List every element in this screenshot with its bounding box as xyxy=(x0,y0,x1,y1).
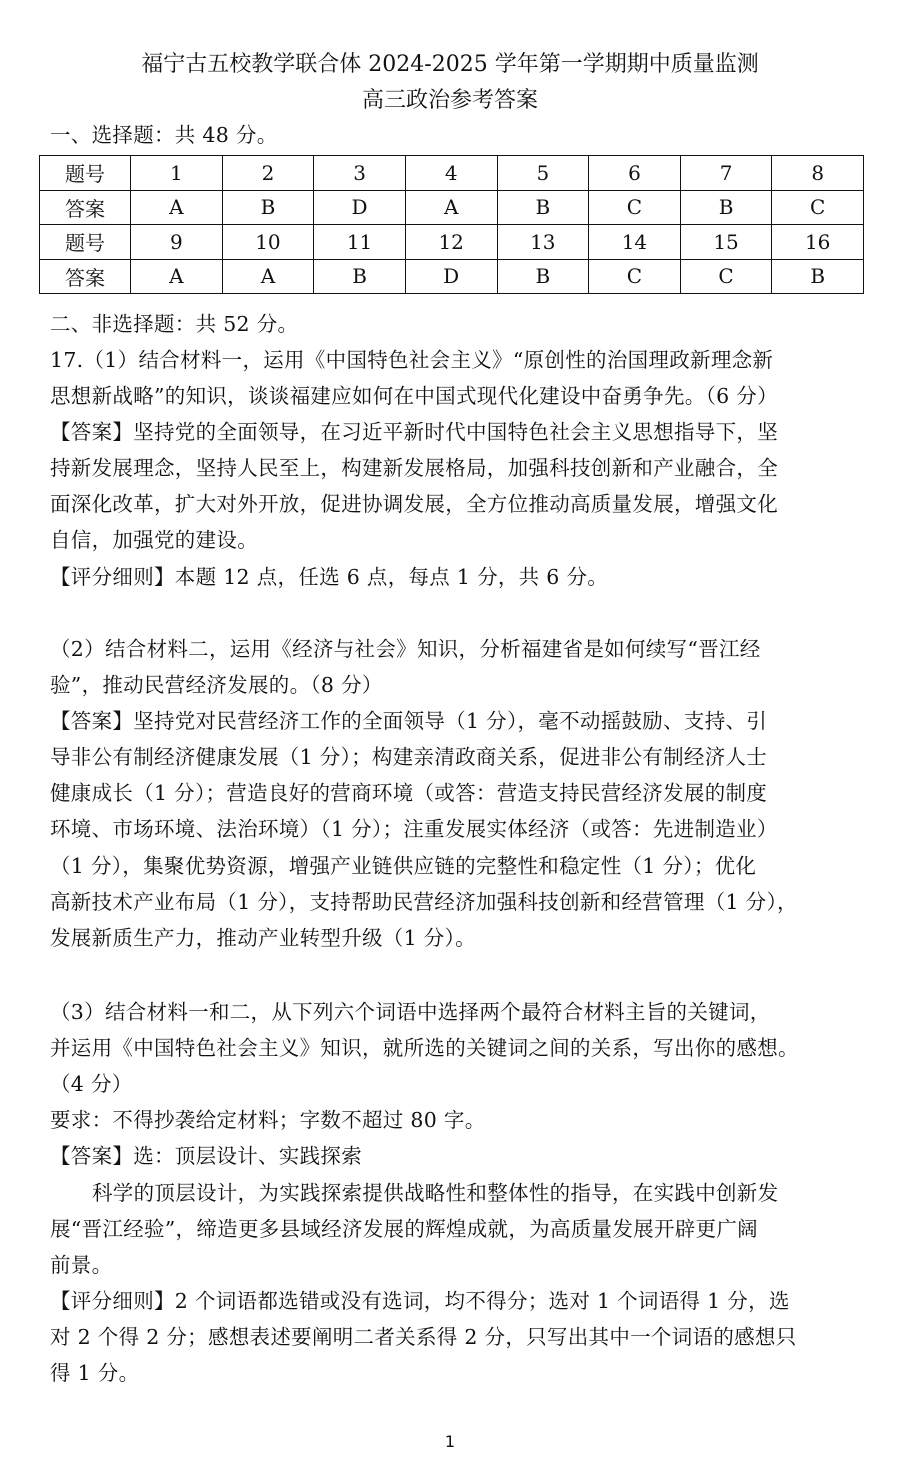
table-row-header-cell: 题号 xyxy=(40,225,131,260)
table-cell: 5 xyxy=(497,156,589,191)
table-cell: 13 xyxy=(497,225,589,260)
table-cell: 10 xyxy=(222,225,314,260)
q17-1-scoring: 【评分细则】本题 12 点，任选 6 点，每点 1 分，共 6 分。 xyxy=(50,565,609,589)
q17-1-line: 思想新战略”的知识，谈谈福建应如何在中国式现代化建设中奋勇争先。（6 分） xyxy=(50,384,778,408)
table-row-header-cell: 答案 xyxy=(40,190,131,225)
table-cell: 1 xyxy=(131,156,223,191)
table-cell: D xyxy=(405,259,497,294)
page-number: 1 xyxy=(444,1432,456,1451)
table-row-header-cell: 答案 xyxy=(40,259,131,294)
q17-2-line: 高新技术产业布局（1 分），支持帮助民营经济加强科技创新和经营管理（1 分）， xyxy=(50,890,798,914)
table-cell: C xyxy=(589,190,681,225)
section-heading-multiple-choice: 一、选择题：共 48 分。 xyxy=(50,123,278,147)
table-cell: B xyxy=(497,190,589,225)
table-cell: C xyxy=(772,190,864,225)
q17-2-line: （2）结合材料二，运用《经济与社会》知识，分析福建省是如何续写“晋江经 xyxy=(50,637,761,661)
q17-2-line: 环境、市场环境、法治环境）（1 分）；注重发展实体经济（或答：先进制造业） xyxy=(50,817,778,841)
table-cell: 6 xyxy=(589,156,681,191)
q17-2-line: 验”，推动民营经济发展的。（8 分） xyxy=(50,673,383,697)
table-cell: 9 xyxy=(131,225,223,260)
q17-1-line: 自信，加强党的建设。 xyxy=(50,528,258,552)
table-cell: 12 xyxy=(405,225,497,260)
q17-3-line: （3）结合材料一和二，从下列六个词语中选择两个最符合材料主旨的关键词， xyxy=(50,1000,771,1024)
q17-2-line: （1 分），集聚优势资源，增强产业链供应链的完整性和稳定性（1 分）；优化 xyxy=(50,854,757,878)
table-cell: 14 xyxy=(589,225,681,260)
q17-1-line: 【答案】坚持党的全面领导，在习近平新时代中国特色社会主义思想指导下，坚 xyxy=(50,420,778,444)
table-cell: 4 xyxy=(405,156,497,191)
q17-3-scoring-line: 【评分细则】2 个词语都选错或没有选词，均不得分；选对 1 个词语得 1 分，选 xyxy=(50,1289,790,1313)
q17-3-requirement: 要求：不得抄袭给定材料；字数不超过 80 字。 xyxy=(50,1108,486,1132)
table-cell: A xyxy=(131,259,223,294)
section-heading-non-choice: 二、非选择题：共 52 分。 xyxy=(50,312,299,336)
table-cell: B xyxy=(680,190,772,225)
table-row xyxy=(40,190,864,225)
table-cell: C xyxy=(589,259,681,294)
table-cell: 3 xyxy=(314,156,406,191)
q17-1-line: 17.（1）结合材料一，运用《中国特色社会主义》“原创性的治国理政新理念新 xyxy=(50,348,774,372)
table-cell: 15 xyxy=(680,225,772,260)
table-cell: 2 xyxy=(222,156,314,191)
q17-3-scoring-line: 对 2 个得 2 分；感想表述要阐明二者关系得 2 分，只写出其中一个词语的感想只 xyxy=(50,1325,797,1349)
table-row xyxy=(40,259,864,294)
table-cell: A xyxy=(222,259,314,294)
answer-table xyxy=(39,155,864,294)
table-cell: A xyxy=(405,190,497,225)
table-cell: A xyxy=(131,190,223,225)
q17-2-line: 导非公有制经济健康发展（1 分）；构建亲清政商关系，促进非公有制经济人士 xyxy=(50,745,768,769)
q17-2-line: 【答案】坚持党对民营经济工作的全面领导（1 分），毫不动摇鼓励、支持、引 xyxy=(50,709,768,733)
q17-1-line: 持新发展理念，坚持人民至上，构建新发展格局，加强科技创新和产业融合，全 xyxy=(50,456,778,480)
document-subtitle: 高三政治参考答案 xyxy=(361,88,538,113)
table-cell: B xyxy=(314,259,406,294)
table-row xyxy=(40,156,864,191)
table-cell: 8 xyxy=(772,156,864,191)
q17-3-essay-line: 前景。 xyxy=(50,1253,113,1277)
document-title: 福宁古五校教学联合体 2024-2025 学年第一学期期中质量监测 xyxy=(141,52,759,77)
table-cell: B xyxy=(222,190,314,225)
q17-2-line: 健康成长（1 分）；营造良好的营商环境（或答：营造支持民营经济发展的制度 xyxy=(50,781,768,805)
table-cell: B xyxy=(497,259,589,294)
q17-3-essay-line: 科学的顶层设计，为实践探索提供战略性和整体性的指导，在实践中创新发 xyxy=(92,1181,779,1205)
q17-3-essay-line: 展“晋江经验”，缔造更多县域经济发展的辉煌成就，为高质量发展开辟更广阔 xyxy=(50,1217,758,1241)
table-row-header-cell: 题号 xyxy=(40,156,131,191)
q17-1-line: 面深化改革，扩大对外开放，促进协调发展，全方位推动高质量发展，增强文化 xyxy=(50,492,778,516)
q17-2-line: 发展新质生产力，推动产业转型升级（1 分）。 xyxy=(50,926,476,950)
q17-3-answer-choice: 【答案】选：顶层设计、实践探索 xyxy=(50,1144,362,1168)
table-cell: 11 xyxy=(314,225,406,260)
table-cell: C xyxy=(680,259,772,294)
table-cell: 7 xyxy=(680,156,772,191)
table-cell: B xyxy=(772,259,864,294)
q17-3-line: 并运用《中国特色社会主义》知识，就所选的关键词之间的关系，写出你的感想。 xyxy=(50,1036,799,1060)
q17-3-scoring-line: 得 1 分。 xyxy=(50,1361,140,1385)
table-cell: D xyxy=(314,190,406,225)
q17-3-line: （4 分） xyxy=(50,1072,133,1096)
table-row xyxy=(40,225,864,260)
table-cell: 16 xyxy=(772,225,864,260)
